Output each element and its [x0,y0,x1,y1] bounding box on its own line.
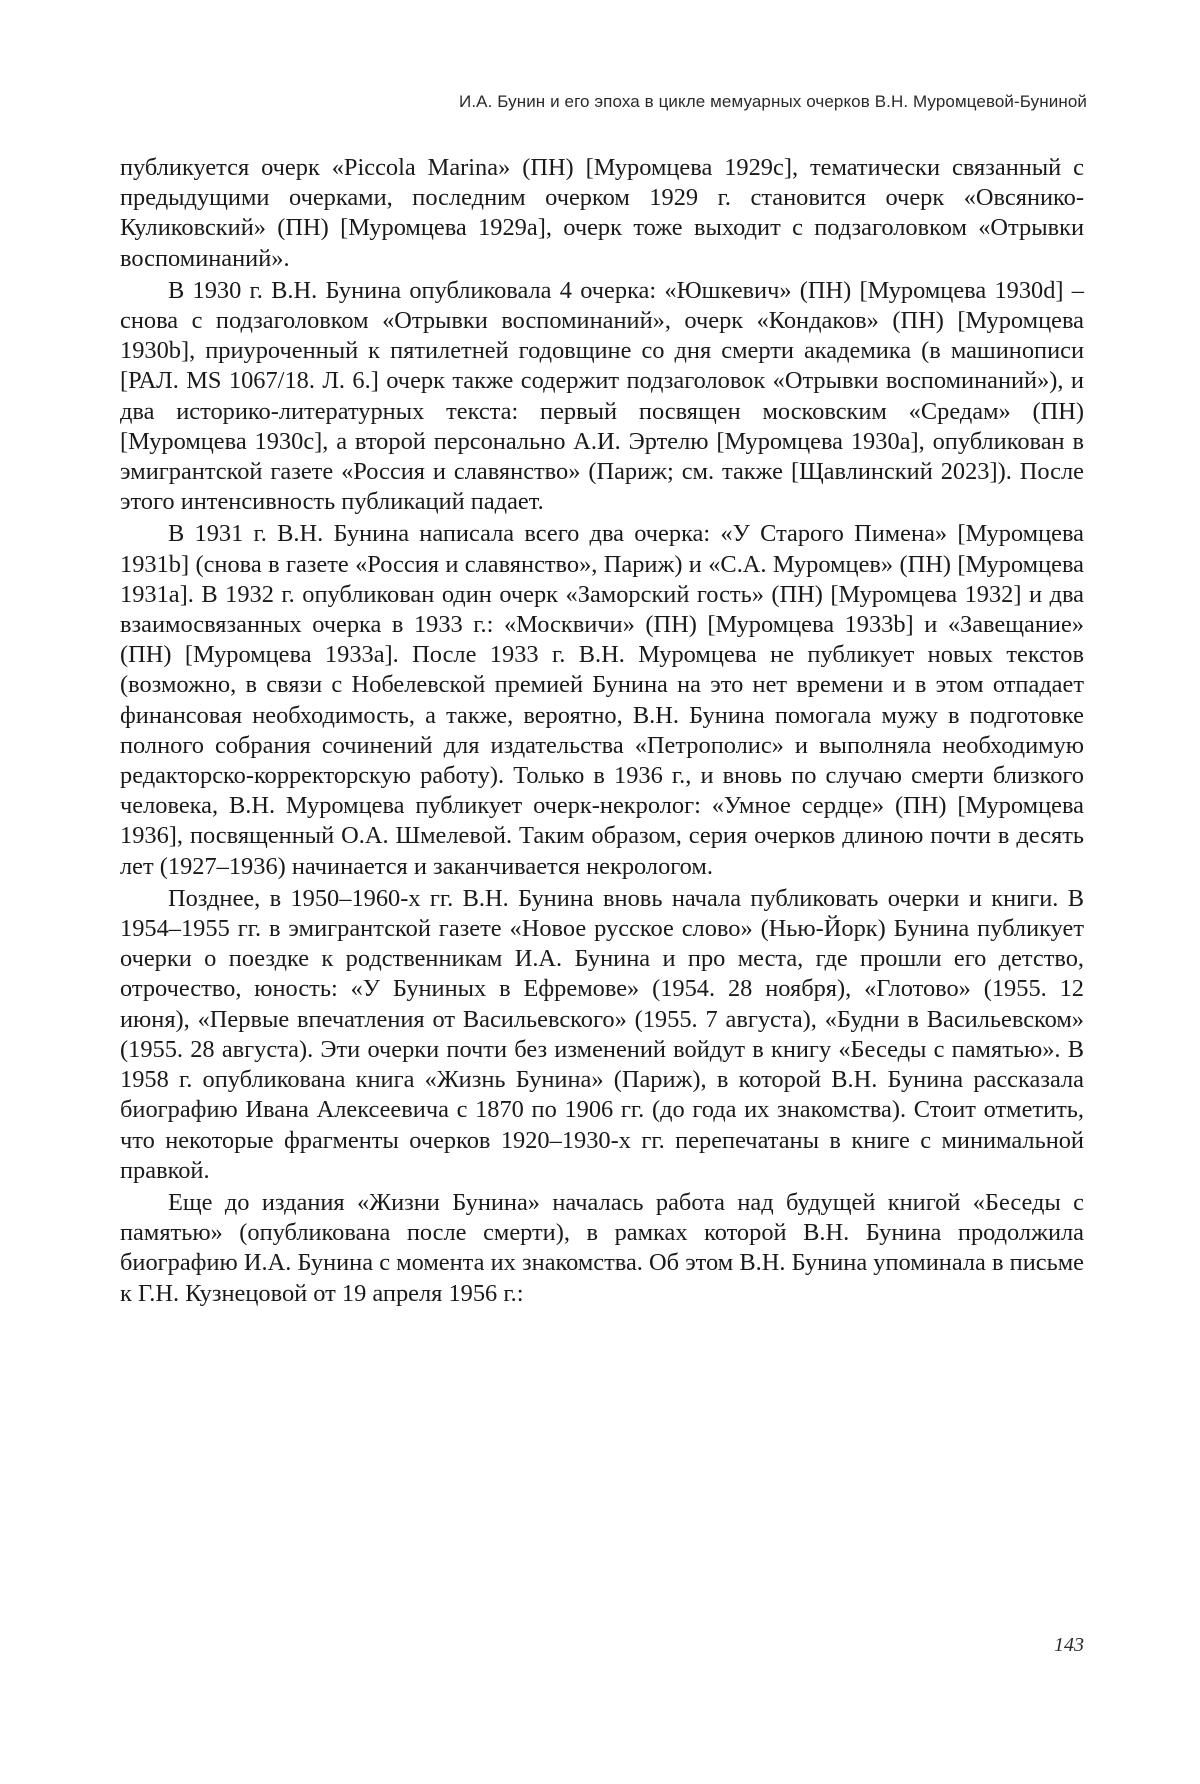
paragraph: Позднее, в 1950–1960-х гг. В.Н. Бунина вновь начала публиковать очерки и книги. В 1954–1955 гг. в эмигрантской газете «Новое русское слово» (Нью-Йорк) Бунина публикует очерки о поездке к родственникам И.А. Бунина и про места, где прошли его детство, отрочество, юность: «У Буниных в Ефремове» (1954. 28 ноября), «Глотово» (1955. 12 июня), «Первые впечатления от Васильевского» (1955. 7 августа), «Будни в Васильевском» (1955. 28 августа). Эти очерки почти без изменений войдут в книгу «Беседы с памятью». В 1958 г. опубликована книга «Жизнь Бунина» (Париж), в которой В.Н. Бунина рассказала биографию Ивана Алексеевича с 1870 по 1906 гг. (до года их знакомства). Стоит отметить, что некоторые фрагменты очерков 1920–1930-х гг. перепечатаны в книге с минимальной правкой. [120,884,1084,1184]
running-header: И.А. Бунин и его эпоха в цикле мемуарных очерков В.Н. Муромцевой-Буниной [459,92,1087,111]
paragraph: Еще до издания «Жизни Бунина» началась работа над будущей книгой «Беседы с памятью» (опубликована после смерти), в рамках которой В.Н. Бунина продолжила биографию И.А. Бунина с момента их знакомства. Об этом В.Н. Бунина упоминала в письме к Г.Н. Кузнецовой от 19 апреля 1956 г.: [120,1188,1084,1307]
body-text [120,153,1084,1311]
paragraph: В 1931 г. В.Н. Бунина написала всего два очерка: «У Старого Пимена» [Муромцева 1931b] (снова в газете «Россия и славянство», Париж) и «С.А. Муромцев» (ПН) [Муромцева 1931a]. В 1932 г. опубликован один очерк «Заморский гость» (ПН) [Муромцева 1932] и два взаимосвязанных очерка в 1933 г.: «Москвичи» (ПН) [Муромцева 1933b] и «Завещание» (ПН) [Муромцева 1933a]. После 1933 г. В.Н. Муромцева не публикует новых текстов (возможно, в связи с Нобелевской премией Бунина на это нет времени и в этом отпадает финансовая необходимость, а также, вероятно, В.Н. Бунина помогала мужу в подготовке полного собрания сочинений для издательства «Петрополис» и выполняла необходимую редакторско-корректорскую работу). Только в 1936 г., и вновь по случаю смерти близкого человека, В.Н. Муромцева публикует очерк-некролог: «Умное сердце» (ПН) [Муромцева 1936], посвященный О.А. Шмелевой. Таким образом, серия очерков длиною почти в десять лет (1927–1936) начинается и заканчивается некрологом. [120,520,1084,880]
paragraph-continuation: публикуется очерк «Piccola Marina» (ПН) [Муромцева 1929c], тематически связанный с предыдущими очерками, последним очерком 1929 г. становится очерк «Овсянико-Куликовский» (ПН) [Муромцева 1929a], очерк тоже выходит с подзаголовком «Отрывки воспоминаний». [120,154,1084,272]
paragraph: В 1930 г. В.Н. Бунина опубликовала 4 очерка: «Юшкевич» (ПН) [Муромцева 1930d] – снова с подзаголовком «Отрывки воспоминаний», очерк «Кондаков» (ПН) [Муромцева 1930b], приуроченный к пятилетней годовщине со дня смерти академика (в машинописи [РАЛ. MS 1067/18. Л. 6.] очерк также содержит подзаголовок «Отрывки воспоминаний»), и два историко-литературных текста: первый посвящен московским «Средам» (ПН) [Муромцева 1930c], а второй персонально А.И. Эртелю [Муромцева 1930a], опубликован в эмигрантской газете «Россия и славянство» (Париж; см. также [Щавлинский 2023]). После этого интенсивность публикаций падает. [120,276,1084,516]
page-number: 143 [1054,1634,1084,1656]
